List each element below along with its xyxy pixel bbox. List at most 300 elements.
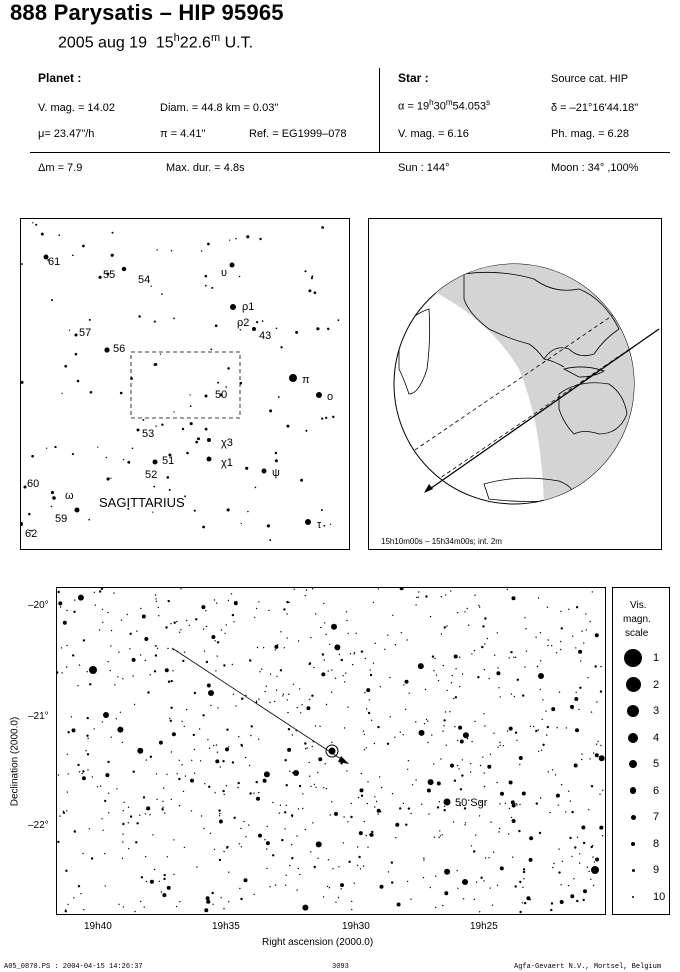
- finder-star: [197, 437, 200, 440]
- detail-star: [216, 602, 217, 603]
- detail-star: [374, 806, 375, 807]
- detail-star: [449, 711, 450, 712]
- detail-star: [541, 750, 542, 751]
- detail-star: [292, 772, 293, 773]
- detail-star: [369, 699, 370, 700]
- detail-star: [179, 901, 180, 902]
- header-divider-vertical: [379, 68, 380, 152]
- detail-star: [97, 786, 98, 787]
- detail-star: [222, 760, 224, 762]
- detail-star: [392, 793, 393, 794]
- detail-star: [592, 845, 593, 846]
- detail-star: [155, 654, 157, 656]
- detail-star: [477, 676, 479, 678]
- detail-star: [57, 841, 59, 843]
- detail-star: [595, 753, 599, 757]
- detail-star: [144, 907, 145, 908]
- detail-star: [287, 699, 288, 700]
- detail-star: [67, 731, 69, 733]
- detail-star: [253, 793, 254, 794]
- detail-star: [173, 839, 174, 840]
- detail-star: [496, 671, 500, 675]
- detail-star: [574, 765, 575, 766]
- detail-star: [315, 613, 316, 614]
- finder-star: [314, 291, 317, 294]
- detail-star: [169, 718, 170, 719]
- scale-dot: [628, 733, 638, 743]
- finder-star: [215, 324, 218, 327]
- detail-star: [222, 790, 224, 792]
- finder-star: [46, 448, 47, 449]
- detail-star: [207, 739, 208, 740]
- detail-star: [546, 734, 547, 735]
- detail-star: [79, 771, 80, 772]
- detail-star: [556, 794, 560, 798]
- detail-star: [434, 658, 435, 659]
- detail-star: [201, 605, 205, 609]
- detail-star: [351, 803, 352, 804]
- source-catalog: Source cat. HIP: [551, 73, 629, 85]
- finder-star: [245, 467, 248, 470]
- detail-star: [286, 601, 288, 603]
- detail-star: [493, 852, 494, 853]
- finder-star: [305, 430, 307, 432]
- detail-star: [293, 684, 294, 685]
- detail-star: [367, 781, 368, 782]
- detail-star: [249, 792, 251, 794]
- ra-m-unit: m: [445, 98, 453, 107]
- detail-star: [161, 891, 162, 892]
- detail-star: [461, 774, 463, 776]
- detail-star: [63, 621, 67, 625]
- detail-star: [482, 757, 483, 758]
- detail-star: [343, 842, 344, 843]
- detail-star: [163, 878, 165, 880]
- detail-star: [562, 861, 563, 862]
- detail-star: [266, 841, 270, 845]
- finder-star: [171, 250, 172, 251]
- asteroid-track: [172, 648, 347, 763]
- detail-star: [179, 805, 180, 806]
- finder-star: [120, 392, 123, 395]
- x-tick-3: 19h30: [342, 921, 370, 932]
- detail-star: [289, 865, 290, 866]
- finder-star: [275, 459, 278, 462]
- detail-star: [547, 645, 548, 646]
- finder-star: [155, 363, 158, 366]
- detail-star: [503, 745, 504, 746]
- detail-star: [205, 610, 206, 611]
- detail-star: [206, 626, 207, 627]
- detail-star: [121, 620, 122, 621]
- detail-star: [596, 701, 597, 702]
- detail-star: [224, 794, 225, 795]
- detail-star: [190, 779, 194, 783]
- finder-bright-star: [137, 429, 140, 432]
- detail-star: [354, 652, 355, 653]
- detail-star: [155, 594, 156, 595]
- detail-star: [182, 660, 184, 662]
- footer-page-number: 3093: [332, 963, 349, 971]
- detail-star: [558, 871, 560, 873]
- detail-star: [351, 901, 352, 902]
- detail-star: [72, 728, 76, 732]
- finder-star: [300, 479, 303, 482]
- detail-star: [597, 741, 598, 742]
- ra-seconds: 54.053: [452, 100, 487, 113]
- detail-star: [515, 803, 516, 804]
- detail-star: [348, 633, 349, 634]
- finder-star: [311, 277, 313, 279]
- detail-star: [334, 812, 338, 816]
- detail-star: [101, 818, 102, 819]
- finder-star: [161, 293, 163, 295]
- detail-star: [94, 592, 95, 593]
- finder-star: [227, 367, 230, 370]
- finder-star: [267, 524, 270, 527]
- finder-star-label: 51: [162, 455, 175, 467]
- detail-star: [216, 744, 217, 745]
- detail-star: [241, 698, 243, 700]
- detail-star: [595, 858, 599, 862]
- detail-star: [457, 888, 458, 889]
- detail-star: [107, 761, 109, 763]
- finder-star: [308, 289, 311, 292]
- detail-star: [440, 758, 441, 759]
- detail-star: [550, 909, 552, 911]
- detail-star: [331, 692, 332, 693]
- detail-star: [455, 696, 457, 698]
- finder-star: [229, 239, 230, 240]
- detail-star: [467, 738, 468, 739]
- detail-star: [233, 621, 234, 622]
- detail-star: [298, 808, 299, 809]
- detail-star: [395, 837, 396, 838]
- detail-star: [108, 812, 109, 813]
- detail-star: [376, 801, 377, 802]
- detail-star: [312, 588, 313, 589]
- detail-star: [99, 590, 101, 592]
- detail-star: [181, 721, 182, 722]
- detail-star: [346, 611, 347, 612]
- x-tick-1: 19h40: [84, 921, 112, 932]
- detail-star: [369, 834, 370, 835]
- detail-star: [548, 771, 549, 772]
- detail-star: [415, 604, 416, 605]
- detail-star: [519, 764, 520, 765]
- detail-star: [289, 771, 290, 772]
- detail-star: [276, 690, 277, 691]
- detail-star: [181, 764, 182, 765]
- detail-star: [423, 859, 424, 860]
- detail-star: [464, 824, 465, 825]
- detail-star: [331, 669, 332, 670]
- detail-star: [73, 897, 74, 898]
- detail-star: [596, 744, 597, 745]
- finder-star: [31, 455, 34, 458]
- detail-star: [490, 754, 491, 755]
- ra-h-unit: h: [429, 98, 434, 107]
- detail-star: [300, 712, 301, 713]
- detail-star: [108, 793, 109, 794]
- detail-star: [585, 613, 586, 614]
- detail-star: [292, 734, 293, 735]
- detail-star: [114, 684, 115, 685]
- detail-star: [137, 748, 143, 754]
- detail-star: [162, 893, 166, 897]
- finder-star: [332, 416, 334, 418]
- detail-star: [418, 663, 424, 669]
- finder-star: [190, 422, 193, 425]
- detail-star: [309, 776, 310, 777]
- detail-star: [239, 888, 240, 889]
- detail-star: [364, 749, 365, 750]
- detail-star: [487, 765, 491, 769]
- detail-star: [542, 719, 543, 720]
- detail-star: [176, 906, 177, 907]
- detail-star: [371, 720, 372, 721]
- asteroid-track-arrow: [338, 756, 349, 764]
- detail-star: [152, 834, 153, 835]
- finder-star: [304, 270, 306, 272]
- detail-star: [154, 869, 155, 870]
- detail-star: [323, 787, 324, 788]
- detail-star: [519, 756, 523, 760]
- detail-star: [310, 851, 311, 852]
- detail-star: [264, 839, 265, 840]
- detail-star: [440, 835, 441, 836]
- detail-star: [451, 682, 452, 683]
- finder-star-label: χ3: [221, 437, 233, 449]
- detail-star: [590, 879, 591, 880]
- finder-star: [51, 491, 54, 494]
- detail-star: [357, 865, 358, 866]
- scale-row: [613, 730, 677, 756]
- detail-star: [286, 805, 287, 806]
- detail-star: [288, 728, 290, 730]
- detail-star: [158, 615, 159, 616]
- detail-star: [155, 598, 156, 599]
- detail-star: [335, 902, 336, 903]
- detail-star: [58, 601, 62, 605]
- detail-star: [171, 799, 172, 800]
- detail-star: [306, 706, 310, 710]
- detail-star: [547, 726, 549, 728]
- detail-star: [361, 795, 363, 797]
- finder-star: [275, 452, 277, 454]
- finder-bright-star: [75, 508, 80, 513]
- detail-star: [146, 759, 147, 760]
- detail-star: [341, 763, 342, 764]
- detail-star: [139, 815, 140, 816]
- detail-star: [302, 808, 303, 809]
- footer-organization: Agfa-Gevaert N.V., Mortsel, Belgium: [514, 963, 662, 971]
- detail-star: [498, 831, 499, 832]
- detail-star: [484, 725, 485, 726]
- finder-star: [154, 321, 156, 323]
- detail-star: [102, 622, 103, 623]
- detail-star: [515, 885, 517, 887]
- detail-star: [471, 653, 472, 654]
- detail-star: [177, 773, 178, 774]
- detail-star: [512, 857, 513, 858]
- detail-star: [238, 782, 240, 784]
- scale-level-label: 8: [653, 837, 660, 850]
- finder-star: [210, 349, 212, 351]
- detail-star: [82, 770, 84, 772]
- detail-star: [215, 759, 219, 763]
- scale-dot: [631, 842, 635, 846]
- finder-star: [321, 509, 323, 511]
- detail-star: [347, 821, 348, 822]
- detail-star: [538, 751, 539, 752]
- detail-star: [363, 865, 364, 866]
- detail-star: [415, 779, 416, 780]
- detail-star: [156, 773, 157, 774]
- finder-star: [189, 394, 190, 395]
- footer-file-info: A05_0870.PS : 2004-04-15 14:26:37: [4, 963, 143, 971]
- detail-star: [220, 766, 221, 767]
- detail-star: [173, 874, 174, 875]
- detail-star: [441, 596, 442, 597]
- detail-star: [470, 771, 471, 772]
- detail-star: [530, 726, 531, 727]
- detail-star: [217, 707, 218, 708]
- detail-star: [166, 774, 167, 775]
- detail-star: [129, 648, 130, 649]
- finder-star: [240, 329, 242, 331]
- detail-star: [340, 883, 344, 887]
- finder-star: [90, 391, 93, 394]
- detail-star: [232, 664, 233, 665]
- detail-chart-svg: [57, 588, 605, 914]
- detail-star: [388, 871, 389, 872]
- finder-star: [51, 506, 53, 508]
- detail-star: [275, 649, 276, 650]
- detail-star: [377, 726, 379, 728]
- detail-star: [497, 747, 498, 748]
- detail-star: [87, 738, 88, 739]
- detail-star: [351, 909, 352, 910]
- detail-star: [595, 633, 599, 637]
- detail-star: [331, 801, 332, 802]
- detail-star: [479, 815, 480, 816]
- detail-star: [289, 602, 290, 603]
- detail-star: [213, 745, 214, 746]
- detail-star: [538, 729, 539, 730]
- detail-star: [464, 611, 465, 612]
- detail-star: [110, 670, 111, 671]
- detail-star: [328, 670, 329, 671]
- detail-star: [490, 821, 491, 822]
- detail-star: [256, 701, 257, 702]
- detail-star: [445, 711, 446, 712]
- detail-bright-star: [444, 799, 451, 806]
- detail-star: [234, 601, 235, 602]
- planet-reference: Ref. = EG1999–078: [249, 128, 347, 140]
- detail-star: [484, 643, 485, 644]
- detail-star: [480, 765, 481, 766]
- detail-star: [286, 875, 287, 876]
- detail-star: [366, 708, 367, 709]
- detail-star: [485, 857, 486, 858]
- detail-star: [107, 612, 108, 613]
- finder-star: [295, 331, 298, 334]
- finder-star: [51, 299, 53, 301]
- finder-star: [89, 319, 91, 321]
- detail-star: [204, 783, 205, 784]
- finder-bright-star: [262, 469, 267, 474]
- finder-star-label: χ1: [221, 457, 233, 469]
- detail-star: [258, 834, 262, 838]
- detail-star: [522, 887, 523, 888]
- detail-star: [328, 859, 329, 860]
- detail-star: [179, 760, 180, 761]
- detail-star: [100, 785, 101, 786]
- detail-star: [256, 781, 258, 783]
- y-tick-3: –22°: [28, 820, 49, 831]
- detail-star: [421, 804, 422, 805]
- detail-star: [207, 684, 211, 688]
- detail-star: [209, 748, 210, 749]
- detail-star: [130, 633, 132, 635]
- finder-star: [205, 428, 208, 431]
- detail-star: [439, 801, 440, 802]
- finder-star: [41, 233, 44, 236]
- detail-star: [339, 654, 340, 655]
- scale-dot: [632, 896, 634, 898]
- detail-star: [500, 792, 504, 796]
- detail-star: [280, 805, 281, 806]
- x-tick-4: 19h25: [470, 921, 498, 932]
- detail-star: [194, 692, 196, 694]
- scale-level-label: 9: [653, 864, 660, 876]
- detail-star: [78, 885, 80, 887]
- detail-star: [453, 821, 454, 822]
- finder-star: [325, 417, 327, 419]
- detail-star: [194, 773, 195, 774]
- detail-star: [542, 699, 543, 700]
- detail-star: [342, 675, 343, 676]
- detail-star: [350, 816, 352, 818]
- detail-star: [569, 837, 571, 839]
- detail-star: [116, 718, 117, 719]
- detail-star: [186, 620, 187, 621]
- detail-star: [329, 887, 330, 888]
- finder-bright-star: [207, 457, 212, 462]
- detail-star: [599, 755, 605, 761]
- detail-star: [500, 696, 501, 697]
- page-title: 888 Parysatis – HIP 95965: [10, 0, 284, 25]
- sun-elongation: Sun : 144°: [398, 162, 450, 174]
- detail-star: [387, 743, 389, 745]
- scale-row: [613, 783, 677, 809]
- finder-star: [166, 476, 169, 479]
- event-date: 2005 aug 19: [58, 34, 147, 52]
- detail-star: [71, 716, 72, 717]
- finder-star-label: 55: [103, 269, 116, 281]
- finder-bright-star: [230, 304, 236, 310]
- detail-star: [77, 764, 79, 766]
- finder-star: [127, 461, 130, 464]
- detail-star: [87, 769, 88, 770]
- detail-star: [117, 676, 118, 677]
- detail-star: [95, 604, 96, 605]
- detail-star: [142, 615, 146, 619]
- detail-star: [353, 653, 354, 654]
- detail-star: [494, 655, 495, 656]
- detail-star: [462, 673, 463, 674]
